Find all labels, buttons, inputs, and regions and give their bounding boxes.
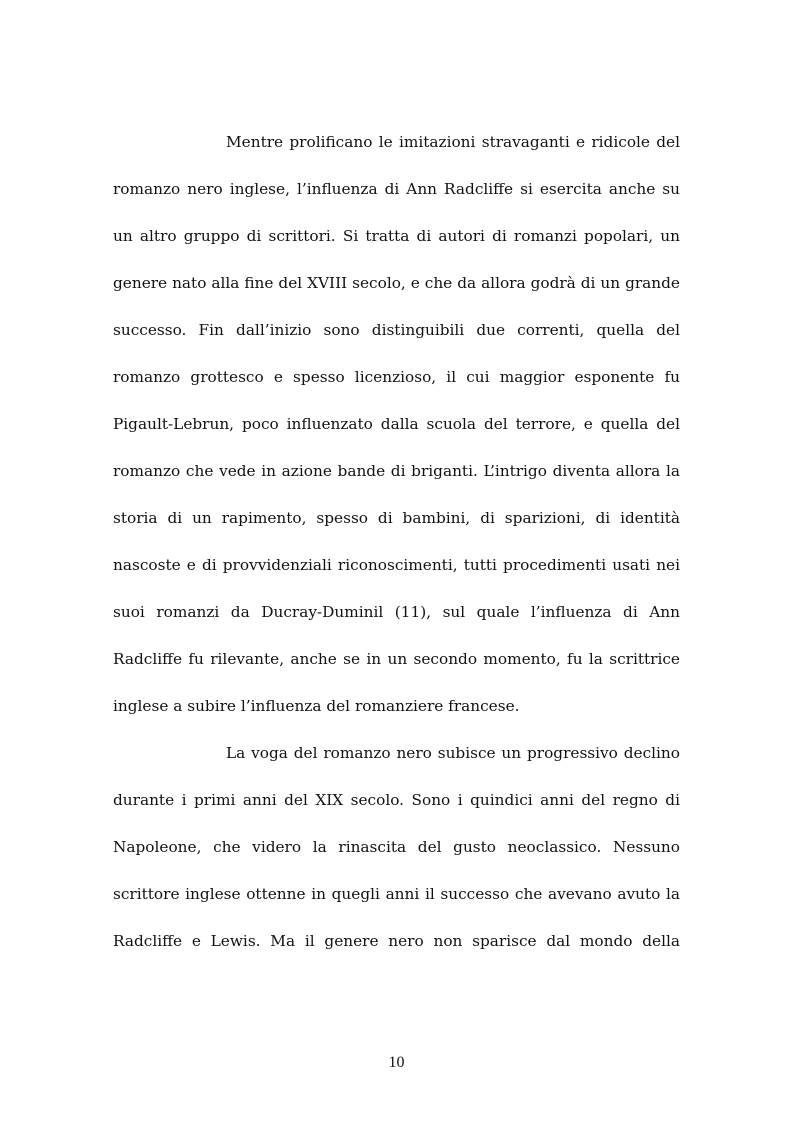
paragraph-1-line-6: romanzo grottesco e spesso licenzioso, il cui maggior esponente fu xyxy=(113,368,680,386)
paragraph-1-line-8: romanzo che vede in azione bande di briganti. L’intrigo diventa allora la xyxy=(113,462,680,480)
paragraph-1-line-2: romanzo nero inglese, l’influenza di Ann Radcliffe si esercita anche su xyxy=(113,180,680,198)
paragraph-1-line-11: suoi romanzi da Ducray-Duminil (11), sul quale l’influenza di Ann xyxy=(113,603,680,621)
paragraph-1-line-5: successo. Fin dall’inizio sono distinguibili due correnti, quella del xyxy=(113,321,680,339)
paragraph-1-line-12: Radcliffe fu rilevante, anche se in un secondo momento, fu la scrittrice xyxy=(113,650,680,668)
paragraph-2-line-2: durante i primi anni del XIX secolo. Sono i quindici anni del regno di xyxy=(113,791,680,809)
paragraph-2-line-3: Napoleone, che videro la rinascita del gusto neoclassico. Nessuno xyxy=(113,838,680,856)
paragraph-1-line-1: Mentre prolificano le imitazioni stravaganti e ridicole del xyxy=(226,133,680,151)
paragraph-2-line-5: Radcliffe e Lewis. Ma il genere nero non sparisce dal mondo della xyxy=(113,932,680,950)
paragraph-1-line-4: genere nato alla fine del XVIII secolo, e che da allora godrà di un grande xyxy=(113,274,680,292)
body-text xyxy=(113,128,680,974)
page-number: 10 xyxy=(388,1054,405,1071)
paragraph-1-line-9: storia di un rapimento, spesso di bambini, di sparizioni, di identità xyxy=(113,509,680,527)
paragraph-1-line-13: inglese a subire l’influenza del romanziere francese. xyxy=(113,697,520,715)
paragraph-1-line-7: Pigault-Lebrun, poco influenzato dalla scuola del terrore, e quella del xyxy=(113,415,680,433)
paragraph-1-line-3: un altro gruppo di scrittori. Si tratta di autori di romanzi popolari, un xyxy=(113,227,680,245)
paragraph-2-line-4: scrittore inglese ottenne in quegli anni il successo che avevano avuto la xyxy=(113,885,680,903)
paragraph-2-line-1: La voga del romanzo nero subisce un progressivo declino xyxy=(226,744,680,762)
paragraph-1-line-10: nascoste e di provvidenziali riconoscimenti, tutti procedimenti usati nei xyxy=(113,556,680,574)
